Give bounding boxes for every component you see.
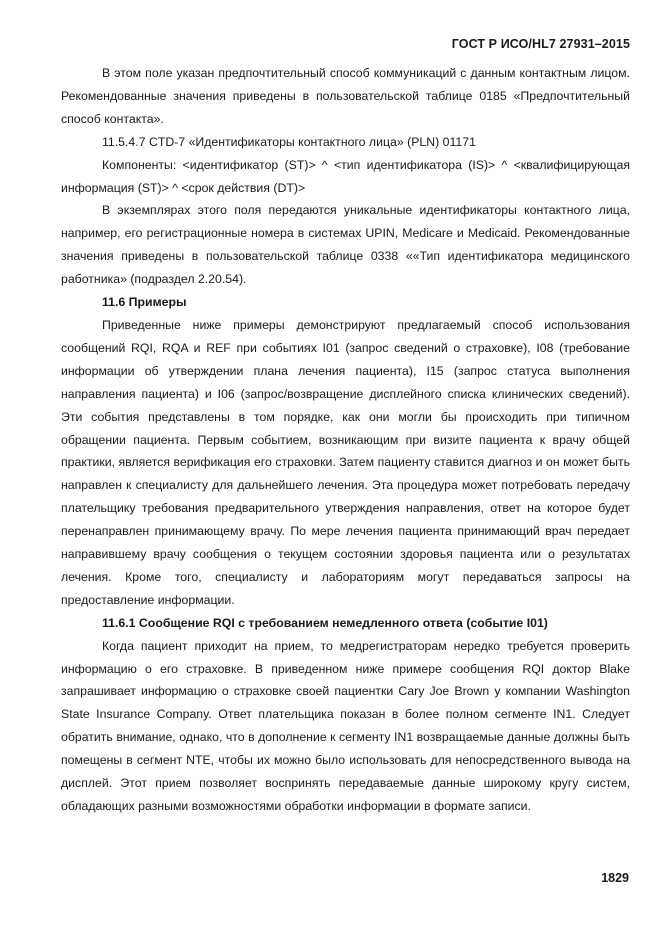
paragraph: В этом поле указан предпочтительный способ коммуникаций с данным контактным лицом. Рекомендованные значения приведены в пользовательской таблице 0185 «Предпочтительный способ контакта». bbox=[61, 66, 630, 126]
page-header: ГОСТ Р ИСО/HL7 27931–2015 bbox=[451, 37, 630, 51]
document-body bbox=[61, 62, 630, 818]
paragraph: 11.5.4.7 CTD-7 «Идентификаторы контактного лица» (PLN) 01171 bbox=[102, 134, 476, 149]
paragraph: Когда пациент приходит на прием, то медрегистраторам нередко требуется проверить информацию о его страховке. В приведенном ниже примере сообщения RQI доктор Blake запрашивает информацию о страховке своей пациентки Cary Joe Brown у компании Washington State Insurance Company. Ответ плательщика показан в более полном сегменте IN1. Следует обратить внимание, однако, что в дополнение к сегменту IN1 возвращаемые данные должны быть помещены в сегмент NTE, чтобы их можно было использовать для непосредственного вывода на дисплей. Этот прием позволяет воспринять передаваемые данные широкому кругу систем, обладающих разными возможностями обработки информации в формате записи. bbox=[61, 638, 630, 813]
paragraph: Приведенные ниже примеры демонстрируют предлагаемый способ использования сообщений RQI, RQA и REF при событиях I01 (запрос сведений о страховке), I08 (требование информации об утверждении плана лечения пациента), I15 (запрос статуса выполнения направления пациента) и I06 (запрос/возвращение дисплейного списка клинических сведений). Эти события представлены в том порядке, как они могли бы происходить при типичном обращении пациента. Первым событием, возникающим при визите пациента к врачу общей практики, является верификация его страховки. Затем пациенту ставится диагноз и он может быть направлен к специалисту для дальнейшего лечения. Эта процедура может потребовать передачу плательщику требования предварительного утверждения направления, ответ на которое будет перенаправлен принимающему врачу. По мере лечения пациента принимающий врач передает направившему врачу сообщения о текущем состоянии здоровья пациента или о результатах лечения. Кроме того, специалисту и лабораториям могут передаваться запросы на предоставление информации. bbox=[61, 317, 630, 607]
paragraph: В экземплярах этого поля передаются уникальные идентификаторы контактного лица, например, его регистрационные номера в системах UPIN, Medicare и Medicaid. Рекомендованные значения приведены в пользовательской таблице 0338 ««Тип идентификатора медицинского работника» (подраздел 2.20.54). bbox=[61, 203, 630, 287]
section-heading: 11.6.1 Сообщение RQI с требованием немедленного ответа (событие I01) bbox=[102, 615, 548, 630]
page-number: 1829 bbox=[601, 871, 629, 885]
section-heading: 11.6 Примеры bbox=[102, 295, 187, 310]
paragraph: Компоненты: <идентификатор (ST)> ^ <тип идентификатора (IS)> ^ <квалифицирующая информация (ST)> ^ <срок действия (DT)> bbox=[61, 157, 630, 195]
